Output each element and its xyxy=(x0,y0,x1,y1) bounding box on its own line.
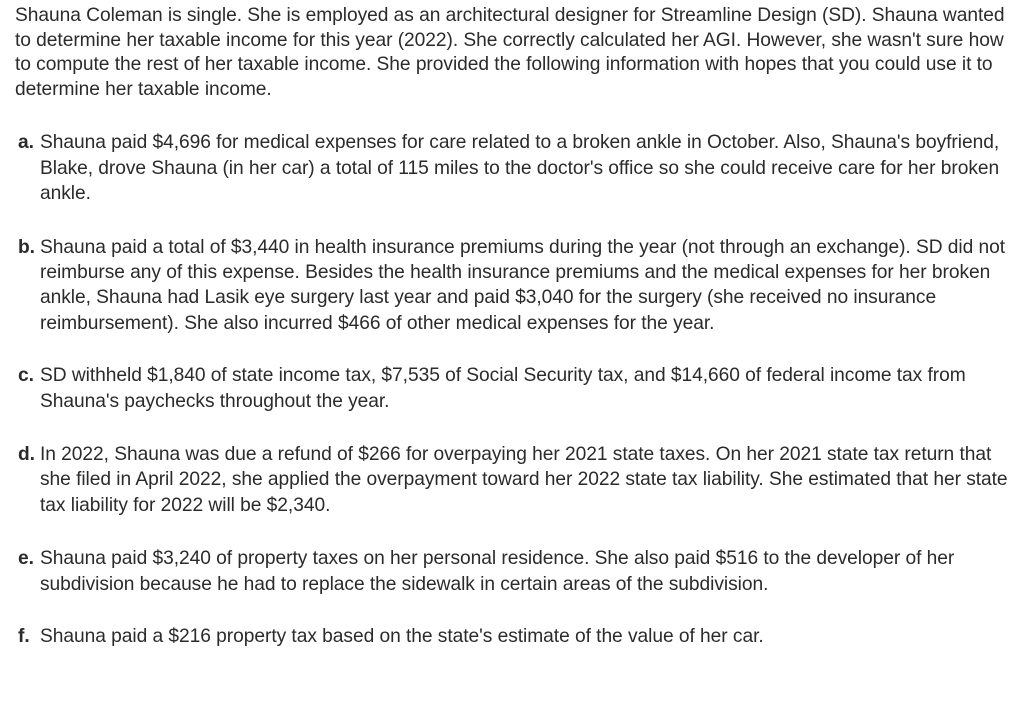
list-item-a xyxy=(15,130,1008,206)
list-item-d xyxy=(15,442,1008,518)
item-text: In 2022, Shauna was due a refund of $266 for overpaying her 2021 state taxes. On her 2021 state tax return that she filed in April 2022, she applied the overpayment toward her 2022 state tax liability. She estimated that her state tax liability for 2022 will be $2,340. xyxy=(40,444,1008,516)
list-item-c xyxy=(15,363,1008,414)
item-marker: a. xyxy=(18,132,34,154)
item-text: Shauna paid a $216 property tax based on the state's estimate of the value of her car. xyxy=(40,626,764,648)
item-marker: f. xyxy=(18,626,30,648)
list-item-b xyxy=(15,235,1008,337)
item-marker: b. xyxy=(18,236,35,258)
item-marker: d. xyxy=(18,444,35,466)
item-marker: c. xyxy=(18,365,34,387)
item-text: SD withheld $1,840 of state income tax, $7,535 of Social Security tax, and $14,660 of federal income tax from Shauna's paychecks throughout the year. xyxy=(40,365,966,412)
list-item-e xyxy=(15,546,1008,597)
list-item-f xyxy=(15,624,1008,649)
item-text: Shauna paid $4,696 for medical expenses for care related to a broken ankle in October. Also, Shauna's boyfriend, Blake, drove Shauna (in her car) a total of 115 miles to the doctor's office so she could receive care for her broken ankle. xyxy=(40,132,1000,205)
item-text: Shauna paid $3,240 of property taxes on her personal residence. She also paid $516 to the developer of her subdivision because he had to replace the sidewalk in certain areas of the subdivision. xyxy=(40,548,955,595)
item-marker: e. xyxy=(18,548,34,570)
intro-paragraph: Shauna Coleman is single. She is employed as an architectural designer for Streamline Design (SD). Shauna wanted to determine her taxable income for this year (2022). She correctly calculated her AGI. However, she wasn't sure how to compute the rest of her taxable income. She provided the following information with hopes that you could use it to determine her taxable income. xyxy=(15,5,1005,100)
item-text: Shauna paid a total of $3,440 in health insurance premiums during the year (not through an exchange). SD did not reimburse any of this expense. Besides the health insurance premiums and the medical expenses for her broken ankle, Shauna had Lasik eye surgery last year and paid $3,040 for the surgery (she received no insurance reimbursement). She also incurred $466 of other medical expenses for the year. xyxy=(40,236,1006,334)
fact-list xyxy=(15,130,1008,649)
